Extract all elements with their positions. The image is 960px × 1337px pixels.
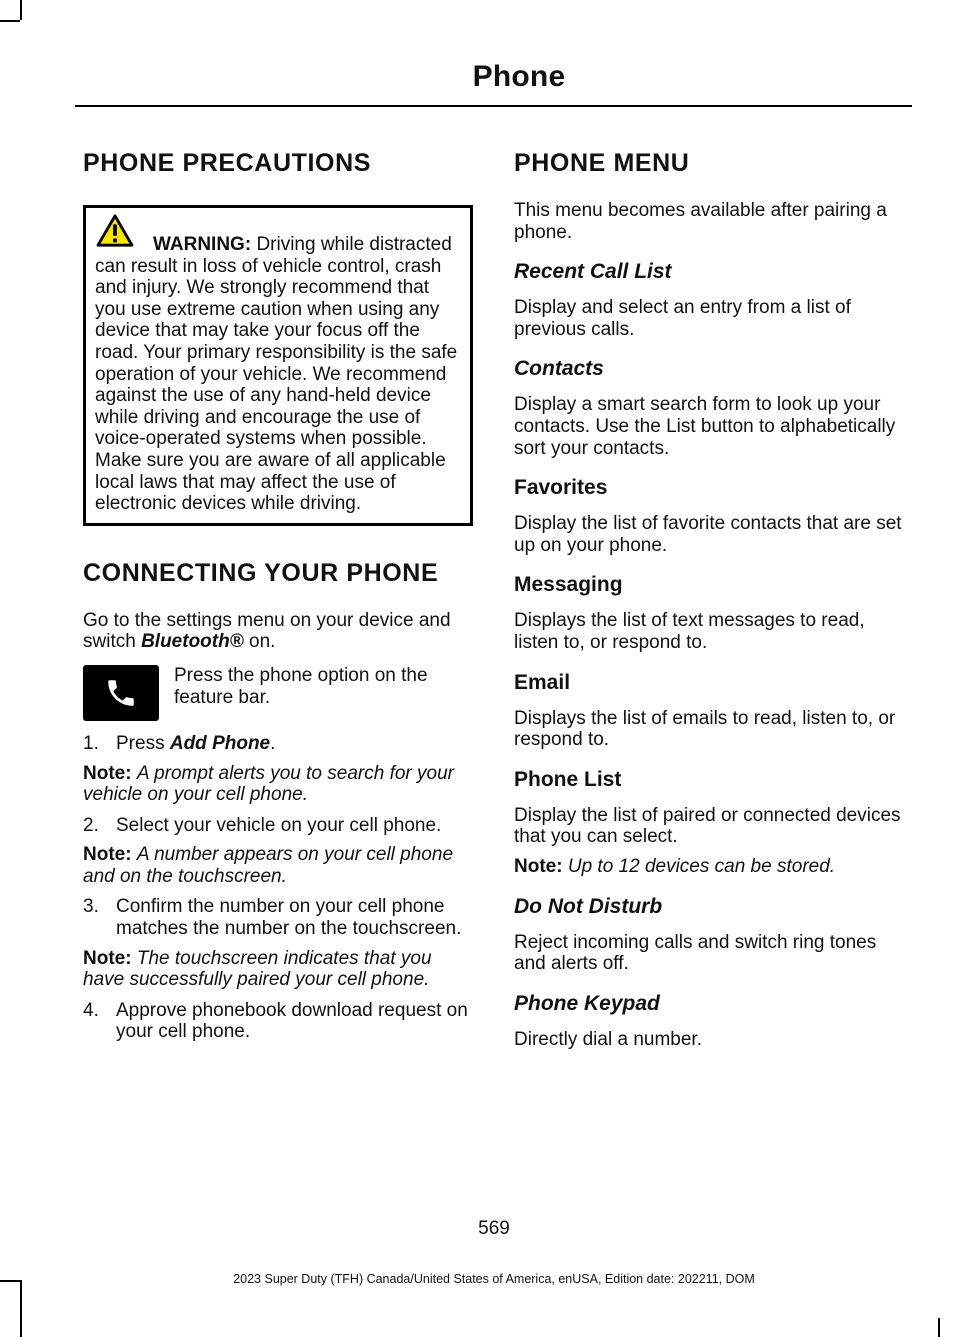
step-2 (83, 815, 473, 837)
phone-keypad-heading: Phone Keypad (514, 991, 660, 1015)
step-1-pre: Press (116, 732, 170, 754)
left-column (83, 148, 473, 1043)
do-not-disturb-text: Reject incoming calls and switch ring tones and alerts off. (514, 931, 877, 975)
intro-pre: Go to the settings menu on your device and switch (83, 609, 451, 653)
phone-list-note-label: Note: (514, 855, 563, 877)
messaging-text: Displays the list of text messages to read, listen to, or respond to. (514, 610, 865, 653)
note-2-text: A number appears on your cell phone and on the touchscreen. (83, 844, 454, 887)
page-header-title: Phone (472, 60, 566, 93)
header-rule (75, 105, 912, 107)
bluetooth-term: Bluetooth® (141, 631, 244, 653)
step-1-text (116, 733, 275, 755)
warning-triangle-icon (96, 214, 134, 248)
step-2-text: Select your vehicle on your cell phone. (116, 814, 442, 836)
phone-list-note-text: Up to 12 devices can be stored. (567, 855, 836, 877)
warning-text (95, 234, 461, 515)
phone-keypad-text: Directly dial a number. (514, 1028, 702, 1050)
warning-box (83, 205, 473, 526)
note-1-text: A prompt alerts you to search for your vehicle on your cell phone. (83, 762, 454, 806)
connecting-intro (83, 610, 473, 653)
recent-call-list-heading: Recent Call List (514, 260, 672, 284)
note-3-text: The touchscreen indicates that you have successfully paired your cell phone. (83, 947, 432, 991)
phone-handset-icon (83, 665, 159, 721)
step-4-number: 4. (83, 999, 99, 1021)
pairing-steps-3 (83, 896, 473, 939)
step-2-number: 2. (83, 814, 99, 836)
phone-list-heading: Phone List (514, 767, 622, 791)
phone-option-text: Press the phone option on the feature bar. (174, 664, 428, 708)
warning-label: WARNING: (153, 234, 252, 255)
crop-mark-top-left-h (0, 20, 20, 22)
note-3-label: Note: (83, 947, 132, 969)
add-phone-term: Add Phone (169, 732, 271, 754)
step-3-text: Confirm the number on your cell phone matches the number on the touchscreen. (116, 896, 462, 940)
step-1-post: . (270, 732, 276, 754)
phone-list-note (514, 856, 909, 878)
crop-mark-bottom-left (20, 1280, 22, 1337)
phone-list-text: Display the list of paired or connected devices that you can select. (514, 804, 901, 848)
step-1 (83, 733, 473, 755)
warning-body: Driving while distracted can result in loss of vehicle control, crash and injury. We strongly recommend that you use extreme caution when using any device that may take your focus off the road. Your primary responsibility is the safe operation of your vehicle. We recommend against the use of any hand-held device while driving and encourage the use of voice-operated systems when possible. Make sure you are aware of all applicable local laws that may affect the use of electronic devices while driving. (95, 234, 458, 515)
pairing-steps (83, 733, 473, 755)
connecting-phone-heading: CONNECTING YOUR PHONE (83, 558, 439, 587)
phone-menu-heading: PHONE MENU (514, 149, 690, 177)
note-2-label: Note: (83, 844, 132, 866)
step-4 (83, 1000, 473, 1043)
phone-precautions-heading: PHONE PRECAUTIONS (83, 149, 372, 177)
favorites-text: Display the list of favorite contacts that are set up on your phone. (514, 513, 902, 556)
note-2 (83, 844, 473, 887)
phone-menu-intro: This menu becomes available after pairing a phone. (514, 200, 887, 243)
contacts-heading: Contacts (514, 357, 604, 381)
step-4-text: Approve phonebook download request on your cell phone. (116, 999, 468, 1043)
pairing-steps-4 (83, 1000, 473, 1043)
do-not-disturb-heading: Do Not Disturb (514, 894, 663, 918)
email-text: Displays the list of emails to read, listen to, or respond to. (514, 707, 896, 751)
crop-mark-bottom-right (938, 1318, 940, 1337)
right-column (514, 148, 909, 1050)
note-1 (83, 763, 473, 806)
contacts-text: Display a smart search form to look up your contacts. Use the List button to alphabetically sort your contacts. (514, 394, 896, 459)
step-3-number: 3. (83, 896, 99, 918)
favorites-heading: Favorites (514, 476, 608, 500)
note-3 (83, 948, 473, 991)
phone-option-row (83, 665, 473, 721)
crop-mark-top-left (20, 0, 22, 20)
recent-call-list-text: Display and select an entry from a list of previous calls. (514, 297, 851, 340)
email-heading: Email (514, 670, 571, 694)
step-1-number: 1. (83, 732, 99, 754)
intro-post: on. (243, 631, 276, 653)
messaging-heading: Messaging (514, 573, 623, 597)
note-1-label: Note: (83, 762, 132, 784)
pairing-steps-2 (83, 815, 473, 837)
step-3 (83, 896, 473, 939)
page-number: 569 (478, 1218, 510, 1239)
edition-info: 2023 Super Duty (TFH) Canada/United States of America, enUSA, Edition date: 202211, DOM (233, 1272, 755, 1286)
